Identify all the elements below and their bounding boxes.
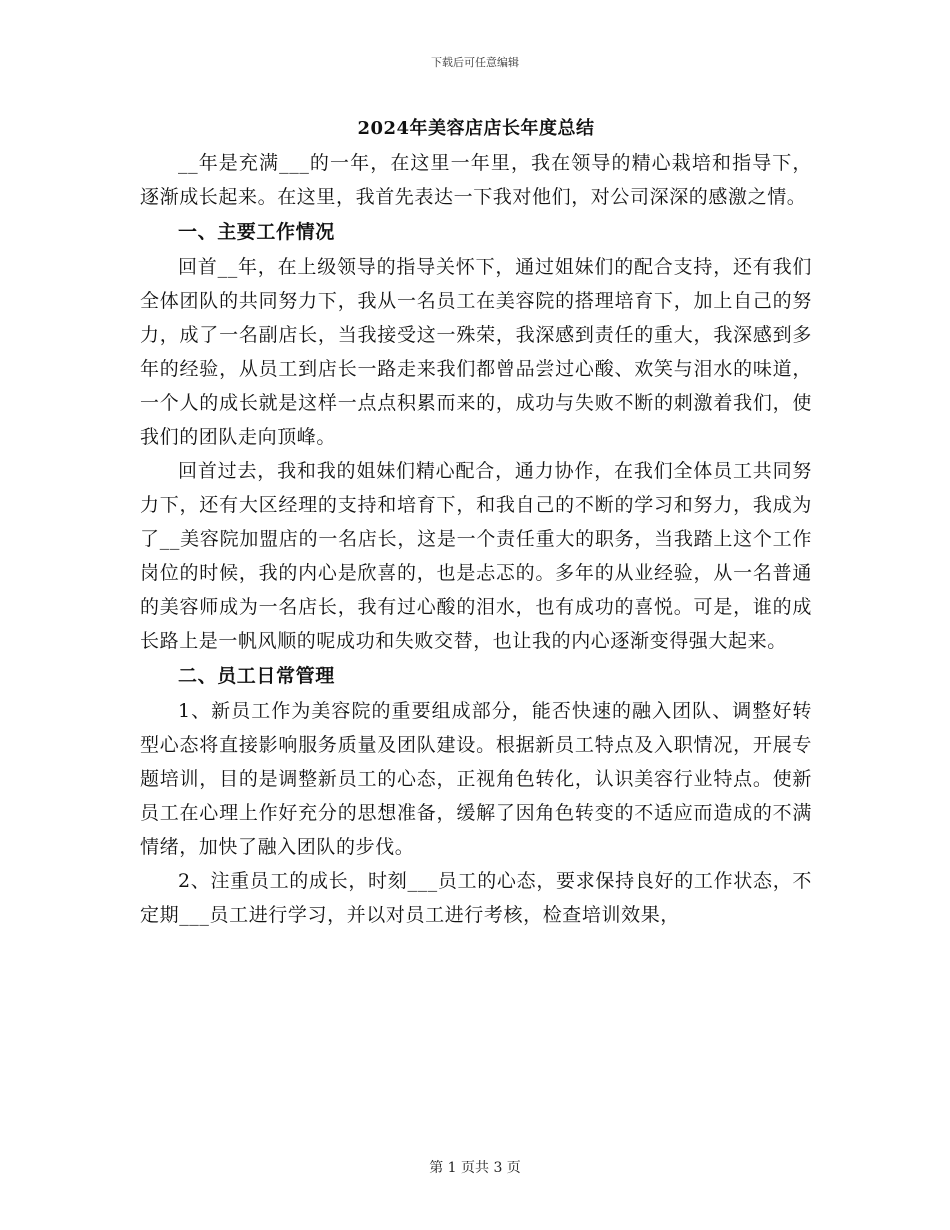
section-heading-staff-management: 二、员工日常管理 xyxy=(178,665,335,687)
section2-paragraph-2: 2、注重员工的成长，时刻___员工的心态，要求保持良好的工作状态，不定期___员工进行学习，并以对员工进行考核，检查培训效果， xyxy=(140,870,812,926)
page-header: 下载后可任意编辑 xyxy=(431,56,519,69)
section2-paragraph-1: 1、新员工作为美容院的重要组成部分，能否快速的融入团队、调整好转型心态将直接影响服务质量及团队建设。根据新员工特点及入职情况，开展专题培训，目的是调整新员工的心态，正视角色转化，认识美容行业特点。使新员工在心理上作好充分的思想准备，缓解了因角色转变的不适应而造成的不满情绪，加快了融入团队的步伐。 xyxy=(140,700,812,858)
page-footer: 第 1 页共 3 页 xyxy=(429,1160,521,1176)
section1-paragraph-2: 回首过去，我和我的姐妹们精心配合，通力协作，在我们全体员工共同努力下，还有大区经理的支持和培育下，和我自己的不断的学习和努力，我成为了__美容院加盟店的一名店长，这是一个责任重大的职务，当我踏上这个工作岗位的时候，我的内心是欣喜的，也是忐忑的。多年的从业经验，从一名普通的美容师成为一名店长，我有过心酸的泪水，也有成功的喜悦。可是，谁的成长路上是一帆风顺的呢成功和失败交替，也让我的内心逐渐变得强大起来。 xyxy=(140,460,812,652)
document-title: 2024年美容店店长年度总结 xyxy=(357,118,595,139)
intro-paragraph: __年是充满___的一年，在这里一年里，我在领导的精心栽培和指导下，逐渐成长起来。在这里，我首先表达一下我对他们，对公司深深的感激之情。 xyxy=(140,152,812,208)
document-body xyxy=(140,112,812,932)
section1-paragraph-1: 回首__年，在上级领导的指导关怀下，通过姐妹们的配合支持，还有我们全体团队的共同努力下，我从一名员工在美容院的搭理培育下，加上自己的努力，成了一名副店长，当我接受这一殊荣，我深感到责任的重大，我深感到多年的经验，从员工到店长一路走来我们都曾品尝过心酸、欢笑与泪水的味道，一个人的成长就是这样一点点积累而来的，成功与失败不断的刺激着我们，使我们的团队走向顶峰。 xyxy=(140,256,812,448)
section-heading-work-overview: 一、主要工作情况 xyxy=(178,221,335,243)
